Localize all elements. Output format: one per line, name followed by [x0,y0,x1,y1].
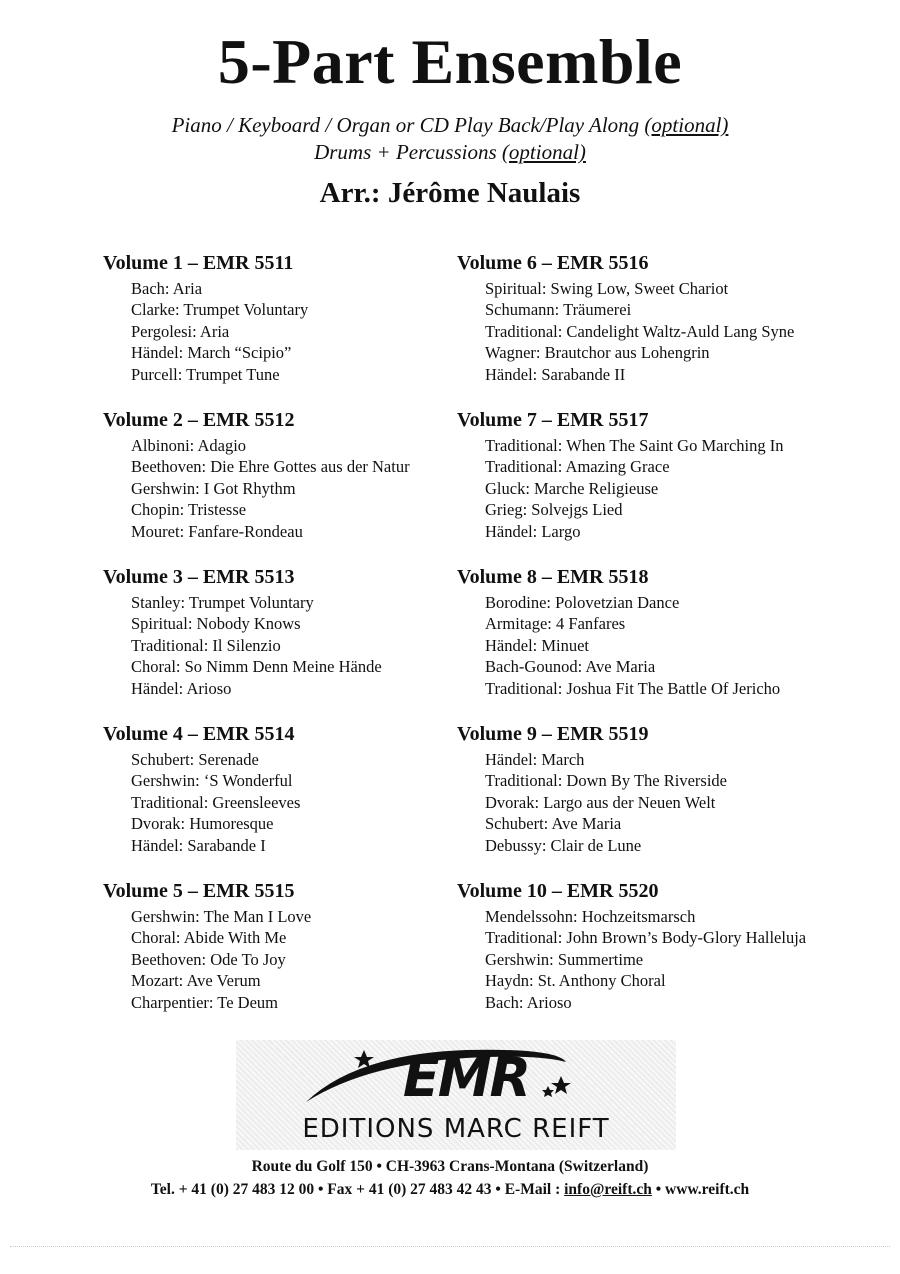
track-item: Choral: Abide With Me [131,928,287,948]
subtitle-instruments-text: Piano / Keyboard / Organ or CD Play Back/Play Along [171,113,645,137]
page-title: 5-Part Ensemble [217,26,683,97]
track-item: Traditional: Il Silenzio [131,635,281,655]
logo-wordmark: EDITIONS MARC REIFT [302,1114,610,1144]
volume-column-right [457,250,877,1035]
track-item: Händel: Arioso [131,678,232,698]
bottom-divider [10,1246,890,1247]
volume-title: Volume 2 – EMR 5512 [103,409,295,431]
track-item: Wagner: Brautchor aus Lohengrin [485,343,710,363]
track-item: Traditional: John Brown’s Body-Glory Halleluja [485,928,807,948]
track-item: Chopin: Tristesse [131,500,247,520]
emr-logo [236,1040,676,1150]
volume-block [457,878,877,1035]
volume-title: Volume 10 – EMR 5520 [457,880,659,902]
track-item: Purcell: Trumpet Tune [131,364,280,384]
volume-title: Volume 9 – EMR 5519 [457,723,649,745]
track-item: Choral: So Nimm Denn Meine Hände [131,657,382,677]
track-item: Dvorak: Humoresque [131,814,274,834]
track-item: Clarke: Trumpet Voluntary [131,300,309,320]
track-list [457,435,877,542]
logo-mark: EMR [402,1046,530,1109]
track-item: Schubert: Ave Maria [485,814,622,834]
volume-block [457,721,877,878]
track-item: Händel: Largo [485,521,581,541]
volume-title: Volume 4 – EMR 5514 [103,723,295,745]
contact-phone-fax: Tel. + 41 (0) 27 483 12 00 • Fax + 41 (0) 27 483 42 43 • E-Mail : [150,1181,565,1198]
track-item: Beethoven: Ode To Joy [131,949,286,969]
volume-title: Volume 1 – EMR 5511 [103,252,294,274]
track-item: Händel: March [485,750,585,769]
track-item: Händel: Sarabande II [485,364,626,384]
volume-title: Volume 3 – EMR 5513 [103,566,295,588]
volume-block [457,250,877,407]
arranger: Arr.: Jérôme Naulais [319,177,581,209]
track-item: Gershwin: Summertime [485,949,644,969]
subtitle-percussion [0,139,900,165]
track-item: Borodine: Polovetzian Dance [485,593,680,612]
track-item: Traditional: Amazing Grace [485,457,670,477]
track-list [457,749,877,856]
track-item: Pergolesi: Aria [131,321,230,341]
track-item: Traditional: Down By The Riverside [485,771,727,791]
track-item: Händel: Minuet [485,635,590,655]
email-link[interactable]: info@reift.ch [564,1181,652,1198]
website: • www.reift.ch [651,1181,750,1198]
volume-title: Volume 7 – EMR 5517 [457,409,649,431]
track-item: Dvorak: Largo aus der Neuen Welt [485,792,716,812]
track-item: Charpentier: Te Deum [131,992,278,1012]
volume-block [457,564,877,721]
subtitle-instruments [0,112,900,138]
track-item: Debussy: Clair de Lune [485,835,642,855]
volume-title: Volume 6 – EMR 5516 [457,252,649,274]
track-item: Mouret: Fanfare-Rondeau [131,521,303,541]
track-list [457,278,877,385]
track-item: Beethoven: Die Ehre Gottes aus der Natur [131,457,410,477]
track-item: Haydn: St. Anthony Choral [485,971,666,991]
publisher-contact [0,1179,900,1201]
track-item: Gershwin: I Got Rhythm [131,478,296,498]
track-item: Traditional: Greensleeves [131,792,301,812]
subtitle-percussion-text: Drums + Percussions [314,140,502,164]
track-item: Gershwin: ‘S Wonderful [131,771,293,791]
track-item: Händel: March “Scipio” [131,343,292,363]
track-item: Bach: Arioso [485,992,572,1012]
volume-title: Volume 8 – EMR 5518 [457,566,649,588]
track-item: Spiritual: Nobody Knows [131,614,301,634]
track-item: Bach: Aria [131,279,203,298]
track-item: Armitage: 4 Fanfares [485,614,626,634]
track-item: Schumann: Träumerei [485,300,632,320]
track-item: Mendelssohn: Hochzeitsmarsch [485,907,696,926]
track-item: Spiritual: Swing Low, Sweet Chariot [485,279,729,298]
track-item: Gluck: Marche Religieuse [485,478,659,498]
track-list [457,906,877,1013]
track-item: Grieg: Solvejgs Lied [485,500,623,520]
optional-note: (optional) [501,140,586,164]
publisher-address: Route du Golf 150 • CH-3963 Crans-Montana (Switzerland) [251,1158,649,1175]
track-list [457,592,877,699]
volume-block [457,407,877,564]
track-item: Schubert: Serenade [131,750,259,769]
optional-note: (optional) [644,113,729,137]
volume-title: Volume 5 – EMR 5515 [103,880,295,902]
track-item: Traditional: Candelight Waltz-Auld Lang Syne [485,321,795,341]
track-item: Traditional: Joshua Fit The Battle Of Jericho [485,678,781,698]
track-item: Bach-Gounod: Ave Maria [485,657,656,677]
track-item: Mozart: Ave Verum [131,971,261,991]
track-item: Stanley: Trumpet Voluntary [131,593,314,612]
track-item: Albinoni: Adagio [131,436,247,455]
track-item: Traditional: When The Saint Go Marching In [485,436,784,455]
track-item: Händel: Sarabande I [131,835,266,855]
track-item: Gershwin: The Man I Love [131,907,312,926]
